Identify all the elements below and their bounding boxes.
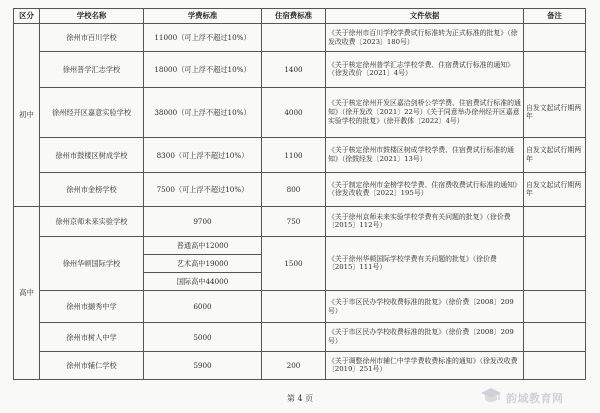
basis-text: 《关于市区民办学校收费标准的批复》（徐价费〔2008〕209号） <box>326 291 524 323</box>
dorm-value: 1100 <box>262 137 326 172</box>
basis-text: 《关于核定徐州普学汇志学校学费、住宿费试行标准的通知》（徐发改价〔2021〕4号） <box>326 52 524 87</box>
dorm-value: 4000 <box>262 87 326 137</box>
basis-text: 《关于徐州华顿国际学校学费有关问题的批复》（徐价费〔2015〕111号） <box>326 236 524 290</box>
header-level: 区分 <box>14 9 40 24</box>
dorm-value: 1500 <box>262 236 326 290</box>
site-watermark <box>480 386 596 410</box>
school-name: 徐州华顿国际学校 <box>40 236 144 290</box>
dorm-value <box>262 24 326 52</box>
tuition-value: 18000（可上浮不超过10%） <box>144 52 262 87</box>
tuition-value: 38000（可上浮不超过10%） <box>144 87 262 137</box>
tuition-tier: 普通高中12000 <box>144 236 262 254</box>
dorm-value: 200 <box>262 351 326 379</box>
basis-text: 《关于徐州京师未来实验学校学费有关问题的批复》（徐价费〔2015〕112号） <box>326 206 524 236</box>
level-junior: 初中 <box>14 24 40 207</box>
table-row <box>14 206 586 236</box>
dorm-value <box>262 291 326 323</box>
header-school: 学校名称 <box>40 9 144 24</box>
basis-text: 《关于核定徐州开发区嘉洽剑桥公学学费、住宿费试行标准的通知》（徐开发改〔2021〕22号）《关于同意举办徐州经开区嘉意实验学校的批复》（徐开教体〔2022〕4号） <box>326 87 524 137</box>
page-number: 第 4 页 <box>286 394 314 403</box>
note-text <box>524 24 586 52</box>
basis-text: 《关于调整徐州市辅仁中学学费收费标准的通知》（徐发改收费〔2019〕251号） <box>326 351 524 379</box>
note-text <box>524 236 586 290</box>
school-name: 徐州市撷秀中学 <box>40 291 144 323</box>
tuition-tier: 艺术高中19000 <box>144 254 262 272</box>
table-row <box>14 323 586 351</box>
note-text <box>524 52 586 87</box>
dorm-value: 750 <box>262 206 326 236</box>
dorm-value: 1400 <box>262 52 326 87</box>
note-text <box>524 323 586 351</box>
basis-text: 《关于核定徐州市鼓楼区树成学校学费、住宿费试行标准的通知》（徐鼓经发〔2021〕13号） <box>326 137 524 172</box>
table-row <box>14 87 586 137</box>
school-name: 徐州经开区嘉意实验学校 <box>40 87 144 137</box>
watermark-text: 韵域教育网 <box>506 392 564 405</box>
school-name: 徐州市辅仁学校 <box>40 351 144 379</box>
table-row <box>14 351 586 379</box>
note-text <box>524 291 586 323</box>
table-row <box>14 24 586 52</box>
table-row <box>14 52 586 87</box>
note-text: 自发文起试行期两年 <box>524 173 586 206</box>
tuition-value: 9700 <box>144 206 262 236</box>
school-name: 徐州市百川学校 <box>40 24 144 52</box>
school-name: 徐州市鼓楼区树成学校 <box>40 137 144 172</box>
dorm-value: 800 <box>262 173 326 206</box>
basis-text: 《关于制定徐州市金榜学校学费、住宿费收费试行标准的通知》（徐发改收费〔2022〕195号） <box>326 173 524 206</box>
dorm-value <box>262 323 326 351</box>
table-row <box>14 291 586 323</box>
tuition-value: 11000（可上浮不超过10%） <box>144 24 262 52</box>
tuition-value: 5000 <box>144 323 262 351</box>
tuition-value: 5900 <box>144 351 262 379</box>
level-senior: 高中 <box>14 206 40 379</box>
header-tuition: 学费标准 <box>144 9 262 24</box>
header-dorm: 住宿费标准 <box>262 9 326 24</box>
tuition-value: 7500（可上浮不超过10%） <box>144 173 262 206</box>
basis-text: 《关于市区民办学校收费标准的批复》（徐价费〔2008〕209号） <box>326 323 524 351</box>
header-note: 备注 <box>524 9 586 24</box>
school-name: 徐州市金榜学校 <box>40 173 144 206</box>
tuition-value: 8300（可上浮不超过10%） <box>144 137 262 172</box>
graduation-cap-icon <box>480 386 502 410</box>
table-header-row <box>14 9 586 24</box>
note-text <box>524 351 586 379</box>
table-row <box>14 173 586 206</box>
table-row <box>14 236 586 254</box>
header-basis: 文件依据 <box>326 9 524 24</box>
note-text <box>524 206 586 236</box>
school-name: 徐州京师未来实验学校 <box>40 206 144 236</box>
school-name: 徐州市树人中学 <box>40 323 144 351</box>
basis-text: 《关于徐州市百川学校学费试行标准转为正式标准的批复》（徐发改收费〔2023〕180号） <box>326 24 524 52</box>
school-name: 徐州普学汇志学校 <box>40 52 144 87</box>
table-row <box>14 137 586 172</box>
tuition-tier: 国际高中44000 <box>144 273 262 291</box>
school-fee-table <box>13 8 586 380</box>
note-text: 自发文起试行期两年 <box>524 87 586 137</box>
note-text: 自发文起试行期两年 <box>524 137 586 172</box>
tuition-value: 6000 <box>144 291 262 323</box>
